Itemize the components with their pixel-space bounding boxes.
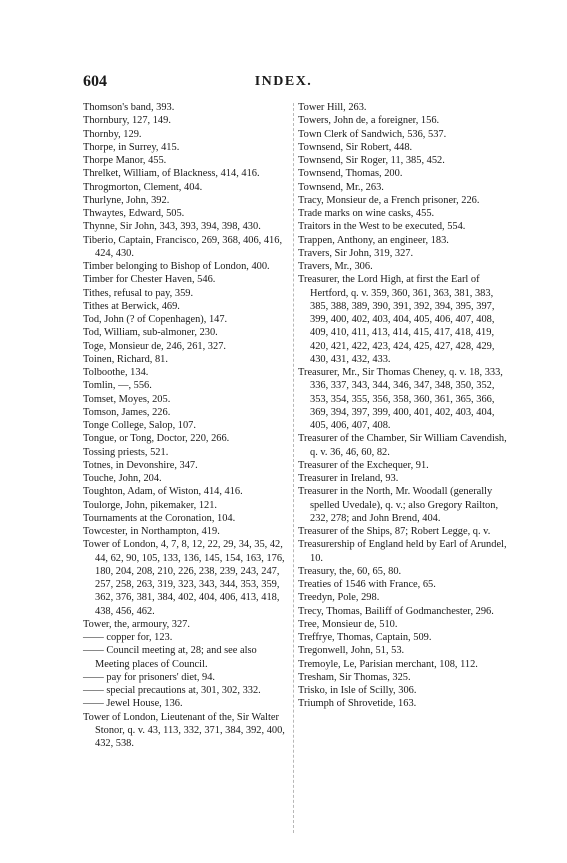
index-entry: Thornby, 129. xyxy=(83,128,142,140)
index-entry: Toinen, Richard, 81. xyxy=(83,353,168,365)
index-entry: Thynne, Sir John, 343, 393, 394, 398, 430. xyxy=(83,221,261,233)
index-entry: Timber for Chester Haven, 546. xyxy=(83,274,216,286)
index-entry: Tomson, James, 226. xyxy=(83,406,171,418)
index-entry: Thwaytes, Edward, 505. xyxy=(83,208,185,219)
index-entry: Treasurer of the Exchequer, 91. xyxy=(298,459,429,471)
index-entry: —— special precautions at, 301, 302, 332. xyxy=(83,685,261,696)
index-entry: Tossing priests, 521. xyxy=(83,446,169,458)
index-entry: Travers, Sir John, 319, 327. xyxy=(298,247,414,259)
index-entry: Triumph of Shrovetide, 163. xyxy=(298,698,417,710)
index-entry: Tomlin, —, 556. xyxy=(83,380,152,392)
index-entry: Treedyn, Pole, 298. xyxy=(298,592,380,604)
index-entry: Thomson's band, 393. xyxy=(83,102,175,113)
index-entry: Tongue, or Tong, Doctor, 220, 266. xyxy=(83,433,230,445)
index-entry: Travers, Mr., 306. xyxy=(298,261,373,272)
index-entry: Trisko, in Isle of Scilly, 306. xyxy=(298,685,417,696)
index-entry: Tree, Monsieur de, 510. xyxy=(298,618,398,630)
column-divider xyxy=(293,103,294,833)
index-entry: Thornbury, 127, 149. xyxy=(83,115,171,127)
index-entry: Throgmorton, Clement, 404. xyxy=(83,181,203,193)
index-entry: Tod, William, sub-almoner, 230. xyxy=(83,327,218,339)
index-entry: Towers, John de, a foreigner, 156. xyxy=(298,115,440,127)
index-entry: —— pay for prisoners' diet, 94. xyxy=(83,671,216,683)
index-entry: Tithes at Berwick, 469. xyxy=(83,300,180,312)
index-entry: Treaties of 1546 with France, 65. xyxy=(298,579,436,590)
index-entry: Tregonwell, John, 51, 53. xyxy=(298,645,405,657)
page-number: 604 xyxy=(83,73,107,90)
index-entry: Touche, John, 204. xyxy=(83,473,162,484)
page-title: INDEX. xyxy=(254,74,313,89)
index-entry: —— copper for, 123. xyxy=(83,632,173,643)
index-entry: Totnes, in Devonshire, 347. xyxy=(83,459,198,471)
index-entry: Treasurership of England held by Earl of Arundel, 10. xyxy=(298,539,507,564)
index-entry: Towcester, in Northampton, 419. xyxy=(83,526,220,537)
index-entry: Trappen, Anthony, an engineer, 183. xyxy=(298,234,449,246)
index-entry: Town Clerk of Sandwich, 536, 537. xyxy=(298,128,447,140)
index-entry: Treasurer in the North, Mr. Woodall (generally spelled Uvedale), q. v.; also Gregory Railton, 232, 278; and John Brend, 404. xyxy=(298,486,499,524)
index-entry: Thorpe Manor, 455. xyxy=(83,155,167,166)
index-entry: Treasurer, Mr., Sir Thomas Cheney, q. v. 18, 333, 336, 337, 343, 344, 346, 347, 348, 350, 352, 353, 354, 355, 356, 358, 360, 361, 365, 366, 369, 394, 397, 399, 400, 401, 402, 403, 404, 405, 406, 407, 408. xyxy=(298,367,503,431)
index-column-right xyxy=(298,101,510,711)
index-entry: Tod, John (? of Copenhagen), 147. xyxy=(83,314,228,325)
index-entry: Treffrye, Thomas, Captain, 509. xyxy=(298,632,432,643)
index-entry: Timber belonging to Bishop of London, 400. xyxy=(83,261,270,272)
index-entry: Treasurer of the Ships, 87; Robert Legge, q. v. xyxy=(298,526,491,537)
index-entry: Tower Hill, 263. xyxy=(298,102,367,113)
index-entry: —— Jewel House, 136. xyxy=(83,698,183,710)
index-entry: Tithes, refusal to pay, 359. xyxy=(83,287,194,299)
index-entry: Tournaments at the Coronation, 104. xyxy=(83,512,236,524)
index-entry: Townsend, Sir Robert, 448. xyxy=(298,141,413,153)
index-entry: Tiberio, Captain, Francisco, 269, 368, 406, 416, 424, 430. xyxy=(83,234,283,259)
index-entry: Treasurer of the Chamber, Sir William Cavendish, q. v. 36, 46, 60, 82. xyxy=(298,433,507,458)
index-entry: Thurlyne, John, 392. xyxy=(83,194,170,206)
index-entry: Threlket, William, of Blackness, 414, 416. xyxy=(83,168,260,180)
index-column-left xyxy=(83,101,288,750)
index-entry: Tower, the, armoury, 327. xyxy=(83,618,190,630)
index-entry: Tremoyle, Le, Parisian merchant, 108, 112. xyxy=(298,658,478,670)
index-entry: Tolboothe, 134. xyxy=(83,367,149,378)
index-entry: Townsend, Thomas, 200. xyxy=(298,168,403,180)
index-entry: Toulorge, John, pikemaker, 121. xyxy=(83,499,218,511)
index-entry: Treasurer, the Lord High, at first the Earl of Hertford, q. v. 359, 360, 361, 363, 381, 383, 385, 388, 389, 390, 391, 392, 394, 395, 397, 399, 400, 402, 403, 404, 405, 406, 407, 408, 409, 410, 411, 413, 414, 415, 417, 418, 419, 420, 421, 422, 423, 424, 425, 427, 428, 429, 430, 431, 432, 433. xyxy=(298,274,495,365)
index-entry: Tower of London, 4, 7, 8, 12, 22, 29, 34, 35, 42, 44, 62, 90, 105, 133, 136, 145, 154, 163, 176, 180, 204, 208, 210, 226, 238, 239, 243, 247, 257, 258, 263, 319, 323, 343, 344, 353, 359, 362, 376, 381, 384, 402, 404, 406, 413, 418, 438, 456, 462. xyxy=(83,539,285,617)
index-entry: —— Council meeting at, 28; and see also Meeting places of Council. xyxy=(83,645,257,670)
index-entry: Tower of London, Lieutenant of the, Sir Walter Stonor, q. v. 43, 113, 332, 371, 384, 392, 400, 432, 538. xyxy=(83,711,285,749)
index-entry: Toughton, Adam, of Wiston, 414, 416. xyxy=(83,486,243,498)
index-entry: Traitors in the West to be executed, 554. xyxy=(298,221,466,233)
index-entry: Tomset, Moyes, 205. xyxy=(83,393,171,405)
index-entry: Trecy, Thomas, Bailiff of Godmanchester, 296. xyxy=(298,605,494,617)
index-entry: Toge, Monsieur de, 246, 261, 327. xyxy=(83,340,226,352)
index-entry: Tracy, Monsieur de, a French prisoner, 226. xyxy=(298,194,480,206)
index-entry: Townsend, Mr., 263. xyxy=(298,181,384,193)
index-entry: Treasury, the, 60, 65, 80. xyxy=(298,565,402,577)
index-entry: Treasurer in Ireland, 93. xyxy=(298,473,399,484)
index-entry: Thorpe, in Surrey, 415. xyxy=(83,141,180,153)
index-entry: Townsend, Sir Roger, 11, 385, 452. xyxy=(298,155,445,166)
index-entry: Tresham, Sir Thomas, 325. xyxy=(298,671,411,683)
index-entry: Tonge College, Salop, 107. xyxy=(83,420,196,431)
index-entry: Trade marks on wine casks, 455. xyxy=(298,208,435,219)
